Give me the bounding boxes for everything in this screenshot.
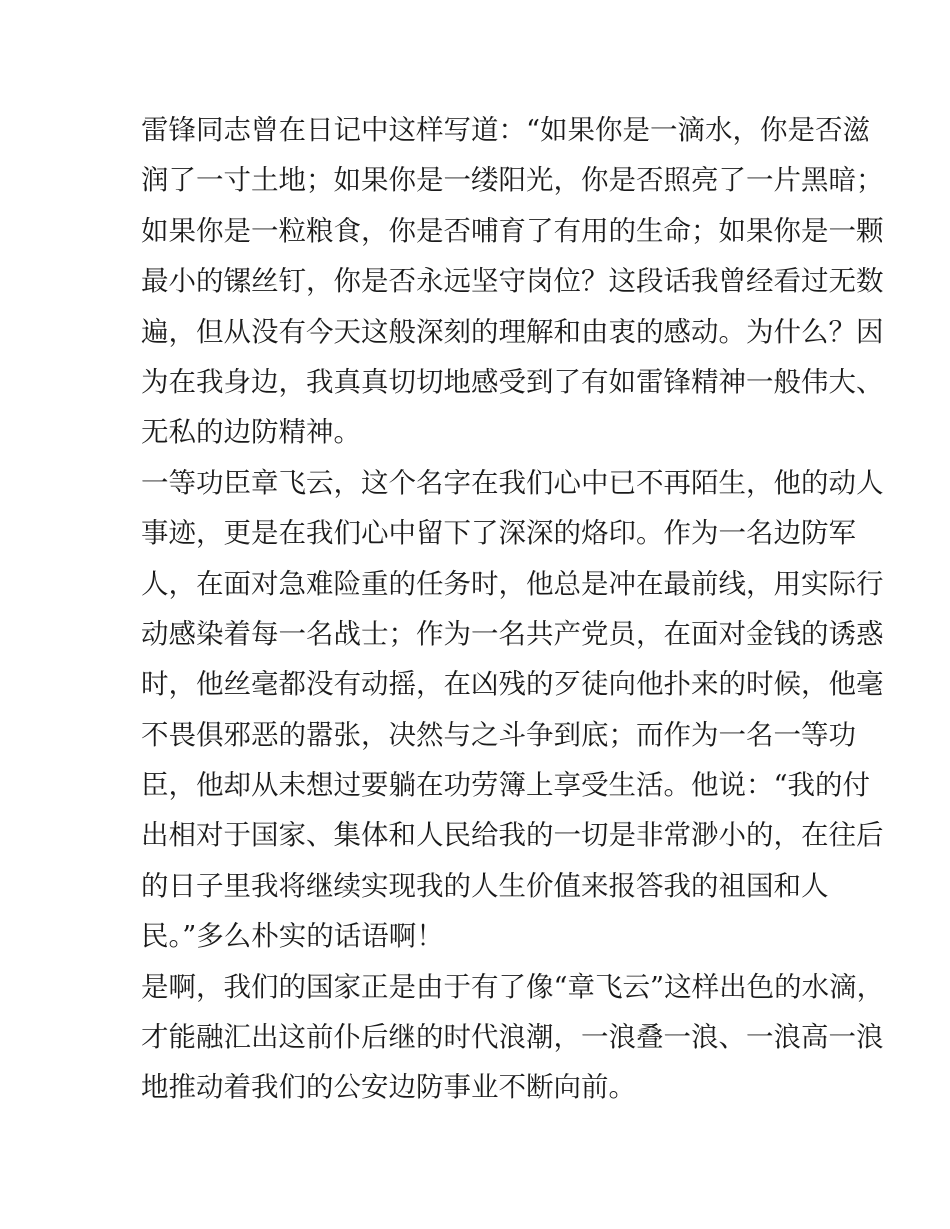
- text-line: 是啊，我们的国家正是由于有了像“章飞云”这样出色的水滴，: [141, 970, 885, 1003]
- text-line: 地推动着我们的公安边防事业不断向前。: [141, 1071, 636, 1104]
- paragraph-1: [141, 105, 884, 458]
- text-line: 无私的边防精神。: [141, 416, 361, 449]
- text-line: 事迹，更是在我们心中留下了深深的烙印。作为一名边防军: [141, 517, 856, 550]
- text-line: 遍，但从没有今天这般深刻的理解和由衷的感动。为什么？因: [141, 315, 884, 348]
- text-line: 民。”多么朴实的话语啊！: [141, 920, 444, 953]
- text-line: 才能融汇出这前仆后继的时代浪潮，一浪叠一浪、一浪高一浪: [141, 1021, 884, 1054]
- text-line: 时，他丝毫都没有动摇，在凶残的歹徒向他扑来的时候，他毫: [141, 668, 884, 701]
- text-line: 一等功臣章飞云，这个名字在我们心中已不再陌生，他的动人: [141, 466, 884, 499]
- text-line: 为在我身边，我真真切切地感受到了有如雷锋精神一般伟大、: [141, 365, 884, 398]
- text-line: 人，在面对急难险重的任务时，他总是冲在最前线，用实际行: [141, 567, 884, 600]
- text-line: 出相对于国家、集体和人民给我的一切是非常渺小的，在往后: [141, 819, 884, 852]
- text-line: 润了一寸土地；如果你是一缕阳光，你是否照亮了一片黑暗；: [141, 164, 884, 197]
- text-line: 如果你是一粒粮食，你是否哺育了有用的生命；如果你是一颗: [141, 214, 884, 247]
- paragraph-3: [141, 962, 885, 1113]
- text-line: 臣，他却从未想过要躺在功劳簿上享受生活。他说：“我的付: [141, 769, 871, 802]
- text-line: 不畏俱邪恶的嚣张，决然与之斗争到底；而作为一名一等功: [141, 718, 856, 751]
- text-line: 动感染着每一名战士；作为一名共产党员，在面对金钱的诱惑: [141, 617, 884, 650]
- text-line: 的日子里我将继续实现我的人生价值来报答我的祖国和人: [141, 869, 829, 902]
- paragraph-2: [141, 458, 884, 962]
- text-line: 最小的镙丝钉，你是否永远坚守岗位？这段话我曾经看过无数: [141, 265, 884, 298]
- text-line: 雷锋同志曾在日记中这样写道：“如果你是一滴水，你是否滋: [141, 114, 871, 146]
- document-page: [141, 105, 885, 1113]
